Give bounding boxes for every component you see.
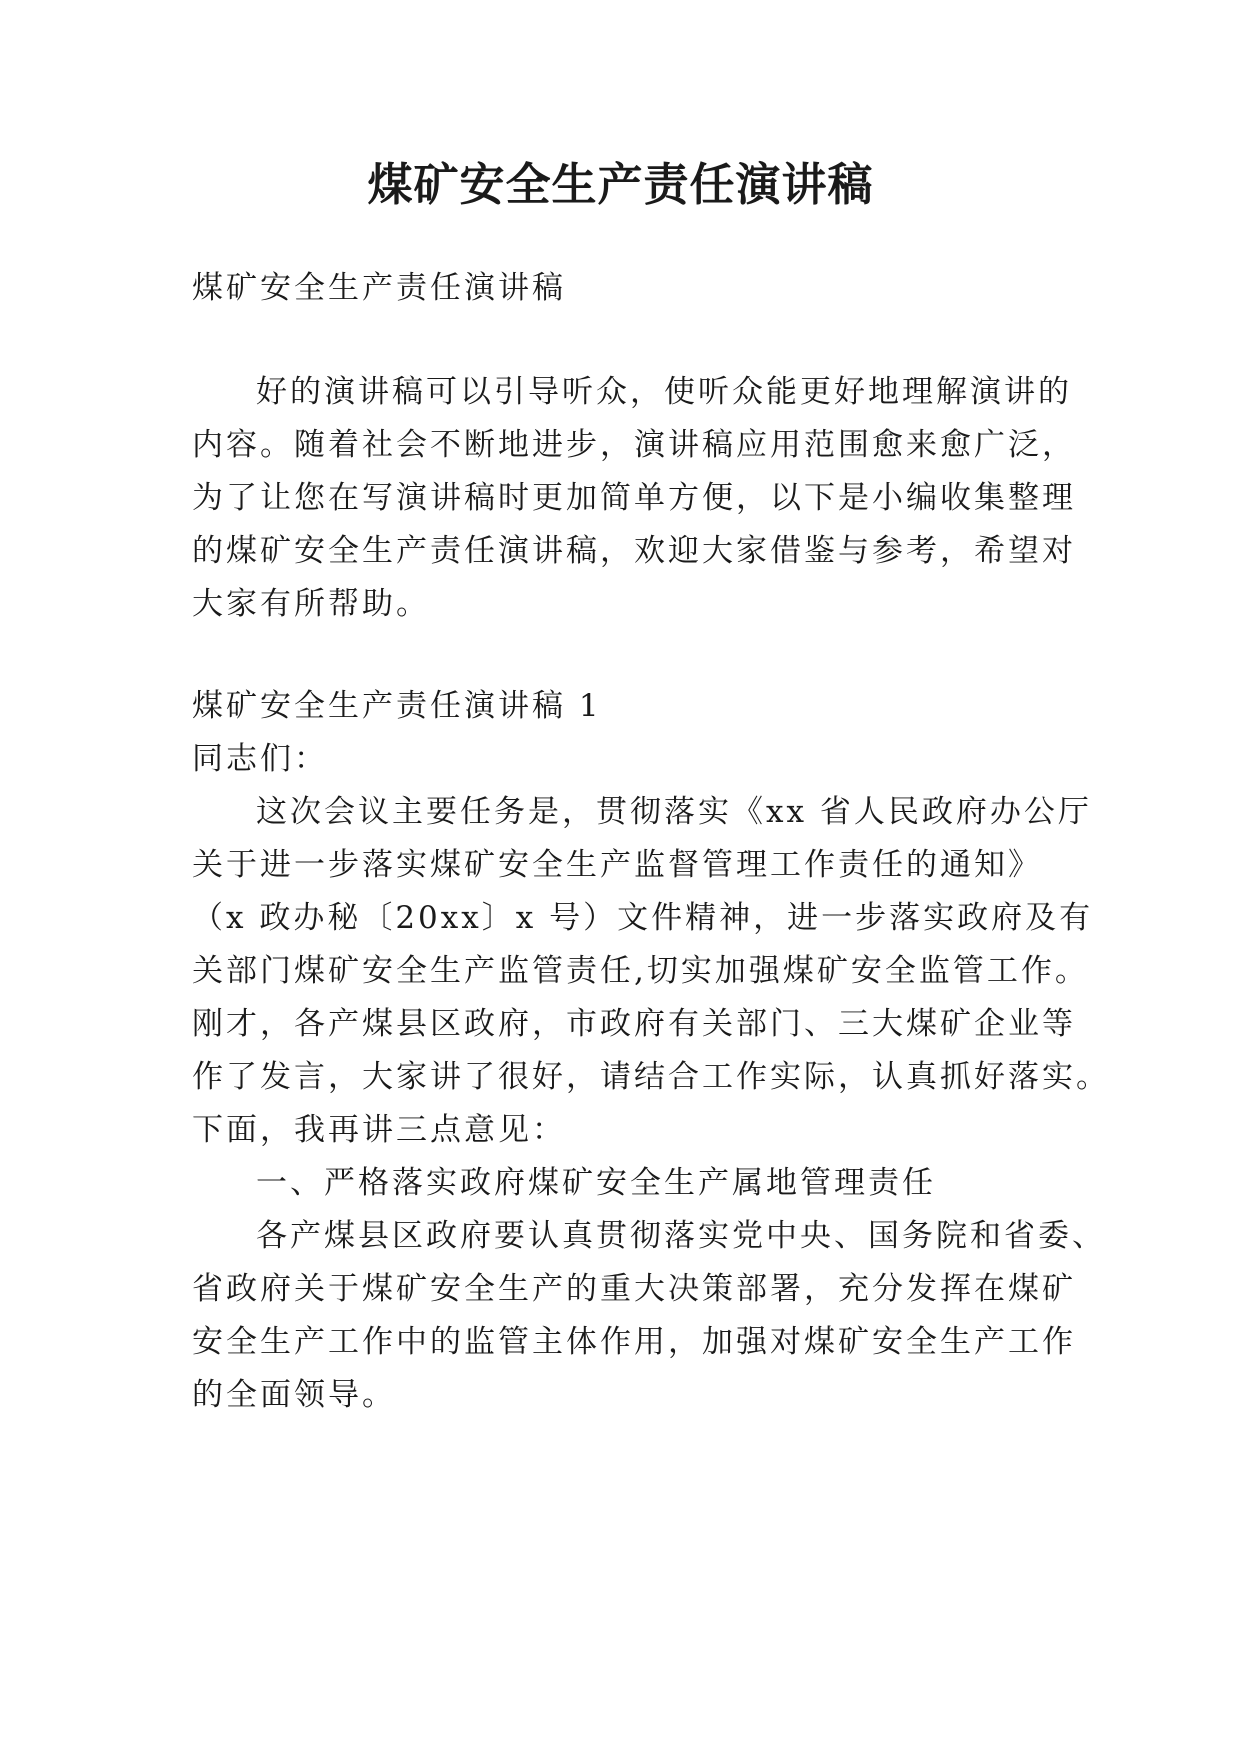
document-title: 煤矿安全生产责任演讲稿 <box>367 158 874 211</box>
body-line: （x 政办秘〔20xx〕x 号）文件精神，进一步落实政府及有 <box>192 900 1094 936</box>
body-line: 刚才，各产煤县区政府，市政府有关部门、三大煤矿企业等 <box>192 1006 1076 1042</box>
document-subtitle: 煤矿安全生产责任演讲稿 <box>192 270 566 306</box>
body-line: 这次会议主要任务是，贯彻落实《xx 省人民政府办公厅 <box>256 794 1092 830</box>
body-line: 省政府关于煤矿安全生产的重大决策部署，充分发挥在煤矿 <box>192 1271 1076 1307</box>
body-line: 安全生产工作中的监管主体作用，加强对煤矿安全生产工作 <box>192 1324 1076 1360</box>
section-heading: 煤矿安全生产责任演讲稿 1 <box>192 688 602 724</box>
greeting: 同志们： <box>192 741 328 777</box>
intro-line: 好的演讲稿可以引导听众，使听众能更好地理解演讲的 <box>256 374 1072 410</box>
intro-line: 内容。随着社会不断地进步，演讲稿应用范围愈来愈广泛， <box>192 427 1076 463</box>
body-line: 作了发言，大家讲了很好，请结合工作实际，认真抓好落实。 <box>192 1059 1110 1095</box>
intro-line: 的煤矿安全生产责任演讲稿，欢迎大家借鉴与参考，希望对 <box>192 533 1076 569</box>
body-line: 关于进一步落实煤矿安全生产监督管理工作责任的通知》 <box>192 847 1042 883</box>
body-line: 的全面领导。 <box>192 1377 396 1413</box>
point-heading: 一、严格落实政府煤矿安全生产属地管理责任 <box>256 1165 936 1201</box>
body-line: 关部门煤矿安全生产监管责任,切实加强煤矿安全监管工作。 <box>192 953 1089 989</box>
intro-line: 为了让您在写演讲稿时更加简单方便，以下是小编收集整理 <box>192 480 1076 516</box>
intro-line: 大家有所帮助。 <box>192 586 430 622</box>
body-line: 下面，我再讲三点意见： <box>192 1112 566 1148</box>
body-line: 各产煤县区政府要认真贯彻落实党中央、国务院和省委、 <box>256 1218 1106 1254</box>
